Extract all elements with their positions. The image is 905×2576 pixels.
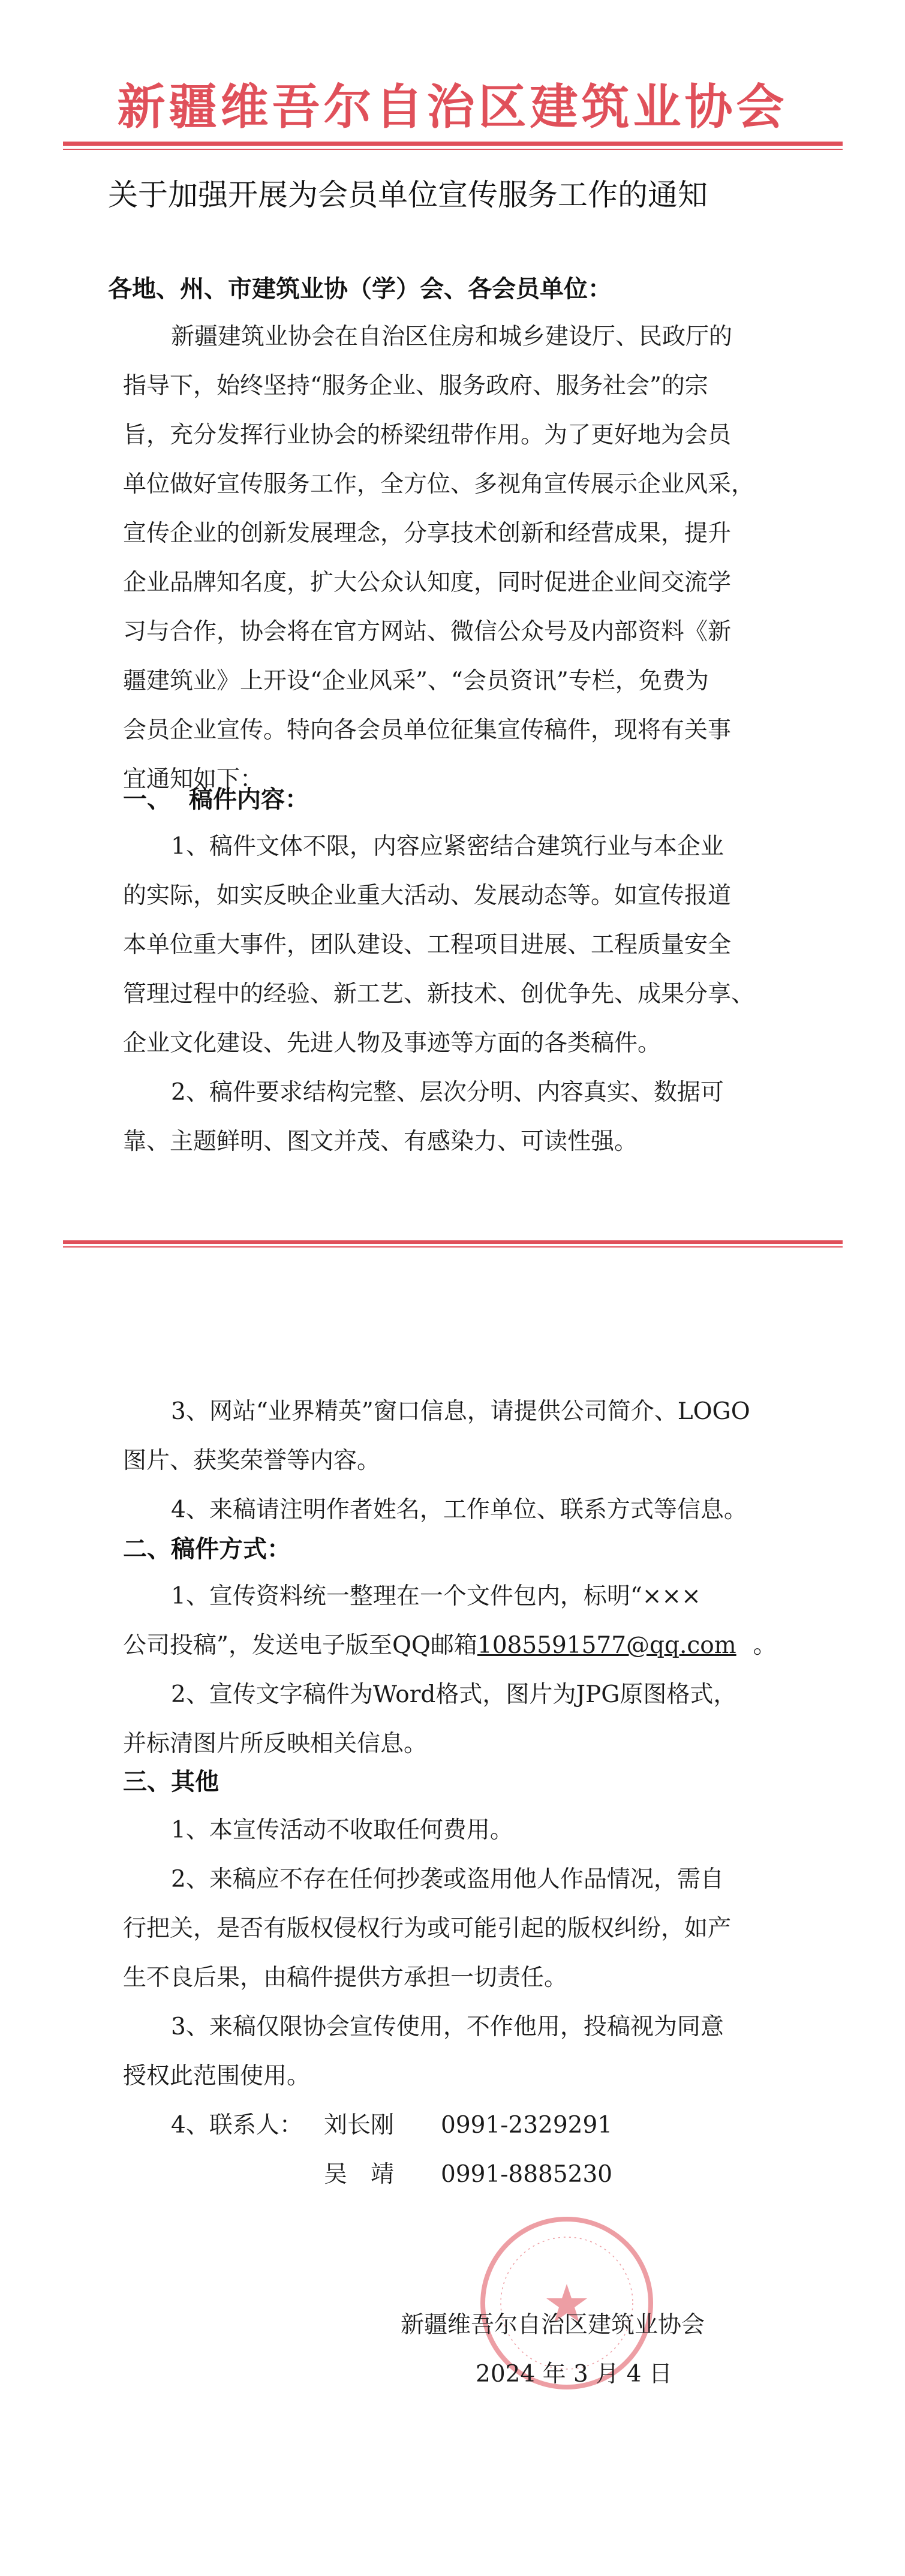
intro-line: 单位做好宣传服务工作，全方位、多视角宣传展示企业风采， bbox=[123, 471, 755, 498]
section3-item3-line: 授权此范围使用。 bbox=[123, 2063, 311, 2090]
contact-phone: 0991-8885230 bbox=[441, 2161, 613, 2188]
section1-heading: 稿件内容： bbox=[189, 786, 309, 813]
letterhead-org-name: 新疆维吾尔自治区建筑业协会 bbox=[117, 79, 788, 135]
section1-item1-line: 本单位重大事件，团队建设、工程项目进展、工程质量安全 bbox=[123, 931, 732, 958]
contact-name: 吴 靖 bbox=[324, 2161, 395, 2188]
section2-item2-line: 2、宣传文字稿件为Word格式，图片为JPG原图格式， bbox=[171, 1681, 737, 1708]
intro-line: 新疆建筑业协会在自治区住房和城乡建设厅、民政厅的 bbox=[171, 323, 733, 350]
intro-line: 宜通知如下： bbox=[123, 766, 264, 793]
section1-item1-line: 的实际，如实反映企业重大活动、发展动态等。如宣传报道 bbox=[123, 882, 732, 909]
greeting: 各地、州、市建筑业协（学）会、各会员单位： bbox=[108, 275, 612, 303]
section1-heading-number: 一、 bbox=[123, 786, 171, 813]
section1-item3-line: 图片、获奖荣誉等内容。 bbox=[123, 1447, 381, 1474]
section1-item1-line: 管理过程中的经验、新工艺、新技术、创优争先、成果分享、 bbox=[123, 981, 755, 1008]
intro-line: 旨，充分发挥行业协会的桥梁纽带作用。为了更好地为会员 bbox=[123, 422, 732, 449]
section1-item2-line: 2、稿件要求结构完整、层次分明、内容真实、数据可 bbox=[171, 1079, 724, 1106]
section2-item2-line: 并标清图片所反映相关信息。 bbox=[123, 1730, 428, 1757]
section1-item4: 4、来稿请注明作者姓名，工作单位、联系方式等信息。 bbox=[171, 1496, 747, 1523]
contact-label: 4、联系人： bbox=[171, 2112, 303, 2139]
section1-item2-line: 靠、主题鲜明、图文并茂、有感染力、可读性强。 bbox=[123, 1128, 638, 1155]
section1-item1-line: 1、稿件文体不限，内容应紧密结合建筑行业与本企业 bbox=[171, 833, 724, 860]
footer-date: 2024 年 3 月 4 日 bbox=[476, 2361, 672, 2388]
letterhead-rule-thin bbox=[63, 149, 843, 150]
section3-item1: 1、本宣传活动不收取任何费用。 bbox=[171, 1817, 513, 1844]
document-title: 关于加强开展为会员单位宣传服务工作的通知 bbox=[108, 178, 708, 212]
contact-phone: 0991-2329291 bbox=[441, 2112, 613, 2139]
contact-name: 刘长刚 bbox=[324, 2112, 395, 2139]
section2-item1-line bbox=[123, 1621, 777, 1670]
section2-heading: 二、稿件方式： bbox=[123, 1535, 291, 1563]
letterhead-rule-thick bbox=[63, 142, 843, 146]
section3-item2-line: 生不良后果，由稿件提供方承担一切责任。 bbox=[123, 1964, 568, 1991]
section3-item3-line: 3、来稿仅限协会宣传使用，不作他用，投稿视为同意 bbox=[171, 2013, 724, 2040]
intro-line: 指导下，始终坚持“服务企业、服务政府、服务社会”的宗 bbox=[123, 372, 708, 399]
section1-item1-line: 企业文化建设、先进人物及事迹等方面的各类稿件。 bbox=[123, 1030, 662, 1057]
footer-org-name: 新疆维吾尔自治区建筑业协会 bbox=[401, 2312, 705, 2338]
section3-item2-line: 2、来稿应不存在任何抄袭或盗用他人作品情况，需自 bbox=[171, 1866, 724, 1893]
page-break-rule-thick bbox=[63, 1240, 843, 1244]
intro-line: 会员企业宣传。特向各会员单位征集宣传稿件，现将有关事 bbox=[123, 717, 732, 744]
section2-item1-prefix: 公司投稿”，发送电子版至QQ邮箱 bbox=[123, 1632, 477, 1659]
section3-item2-line: 行把关，是否有版权侵权行为或可能引起的版权纠纷，如产 bbox=[123, 1915, 732, 1942]
section3-heading: 三、其他 bbox=[123, 1768, 219, 1796]
intro-line: 疆建筑业》上开设“企业风采”、“会员资讯”专栏，免费为 bbox=[123, 668, 709, 695]
section2-item1-line: 1、宣传资料统一整理在一个文件包内，标明“××× bbox=[171, 1583, 701, 1610]
section2-item1-suffix: 。 bbox=[753, 1632, 777, 1659]
intro-line: 习与合作，协会将在官方网站、微信公众号及内部资料《新 bbox=[123, 618, 732, 645]
email-link[interactable]: 1085591577@qq.com bbox=[477, 1632, 736, 1659]
intro-line: 宣传企业的创新发展理念，分享技术创新和经营成果，提升 bbox=[123, 520, 732, 547]
page-break-rule-thin bbox=[63, 1246, 843, 1248]
section1-item3-line: 3、网站“业界精英”窗口信息，请提供公司简介、LOGO bbox=[171, 1398, 750, 1425]
intro-line: 企业品牌知名度，扩大公众认知度，同时促进企业间交流学 bbox=[123, 569, 732, 596]
